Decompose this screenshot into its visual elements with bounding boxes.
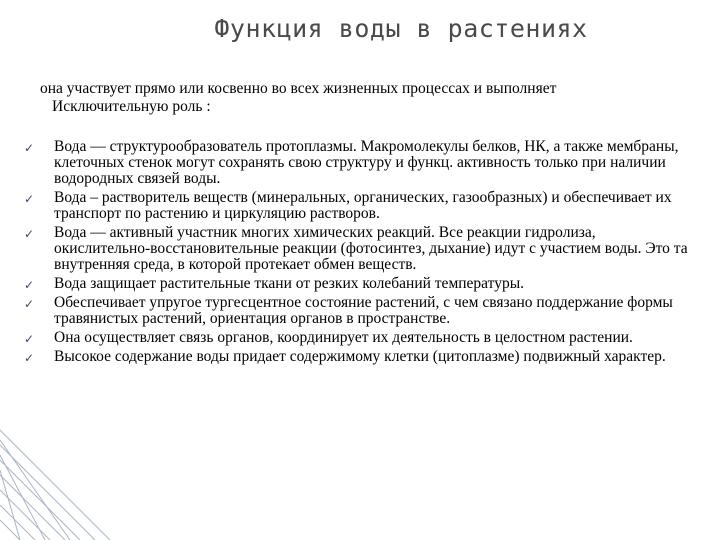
list-item [24, 295, 694, 327]
checkmark-icon: ✓ [24, 332, 35, 346]
checkmark-icon: ✓ [24, 227, 35, 241]
intro-line-1: она участвует прямо или косвенно во всех жизненных процессах и выполняет [40, 80, 557, 97]
list-item [24, 139, 694, 187]
list-item [24, 330, 694, 346]
list-item [24, 225, 694, 273]
function-list [24, 139, 694, 368]
list-item-text: Вода – растворитель веществ (минеральных, органических, газообразных) и обеспечивает их транспорт по растению и циркуляцию растворов. [54, 189, 672, 222]
checkmark-icon: ✓ [24, 351, 35, 365]
intro-paragraph [40, 80, 680, 115]
list-item-text: Вода — структурообразователь протоплазмы. Макромолекулы белков, НК, а также мембраны, клеточных стенок могут сохранять свою структуру и функц. активность только при наличии водородных связей воды. [54, 138, 679, 187]
list-item-text: Обеспечивает упругое тургесцентное состояние растений, с чем связано поддержание формы травянистых растений, ориентация органов в пространстве. [54, 294, 673, 327]
list-item-text: Она осуществляет связь органов, координирует их деятельность в целостном растении. [54, 329, 633, 346]
list-item [24, 276, 694, 292]
checkmark-icon: ✓ [24, 278, 35, 292]
checkmark-icon: ✓ [24, 297, 35, 311]
list-item [24, 190, 694, 222]
intro-line-2: Исключительную роль : [52, 97, 211, 115]
list-item-text: Высокое содержание воды придает содержимому клетки (цитоплазме) подвижный характер. [54, 348, 666, 365]
checkmark-icon: ✓ [24, 192, 35, 206]
checkmark-icon: ✓ [24, 141, 35, 155]
list-item-text: Вода — активный участник многих химических реакций. Все реакции гидролиза, окислительно-восстановительные реакции (фотосинтез, дыхание) идут с участием воды. Это та внутренняя среда, в которой протекает обмен веществ. [54, 224, 688, 273]
page-title: Функция воды в растениях [214, 14, 588, 43]
list-item-text: Вода защищает растительные ткани от резких колебаний температуры. [54, 275, 525, 292]
list-item [24, 349, 694, 365]
